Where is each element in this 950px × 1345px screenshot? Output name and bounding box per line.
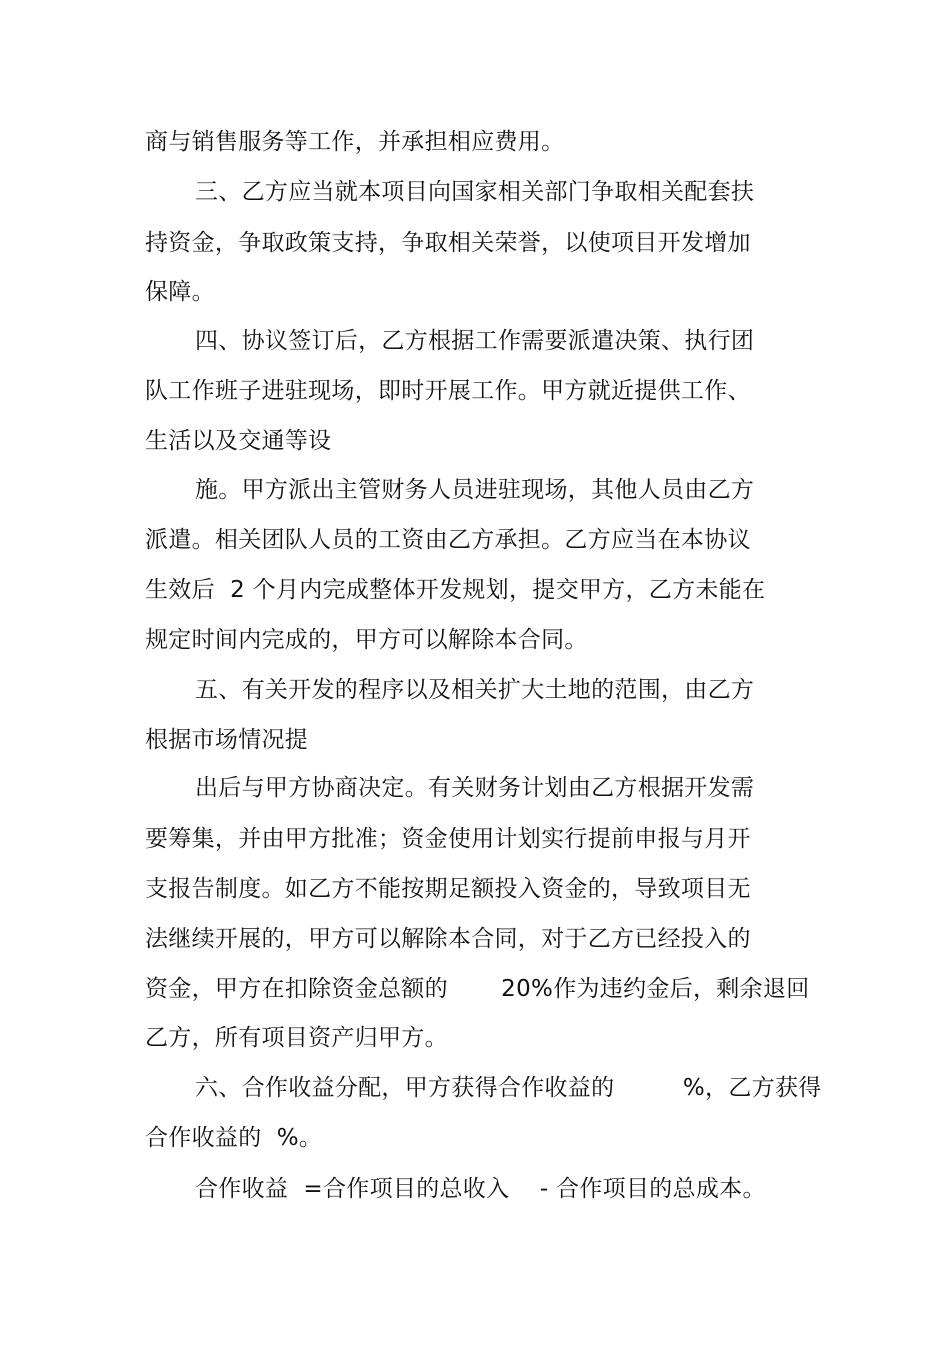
text-line: 出后与甲方协商决定。有关财务计划由乙方根据开发需 bbox=[195, 775, 755, 801]
text-line: 商与销售服务等工作，并承担相应费用。 bbox=[145, 129, 565, 155]
text-line: 合作收益的 %。 bbox=[145, 1125, 323, 1151]
text-line: 四、协议签订后，乙方根据工作需要派遣决策、执行团 bbox=[195, 328, 755, 354]
text-line: 持资金，争取政策支持，争取相关荣誉，以使项目开发增加 bbox=[145, 230, 751, 256]
text-line: 六、合作收益分配，甲方获得合作收益的 %，乙方获得 bbox=[195, 1075, 822, 1101]
text-line: 乙方，所有项目资产归甲方。 bbox=[145, 1025, 448, 1051]
text-line: 施。甲方派出主管财务人员进驻现场，其他人员由乙方 bbox=[195, 477, 755, 503]
text-line: 生活以及交通等设 bbox=[145, 428, 332, 454]
text-line: 根据市场情况提 bbox=[145, 727, 309, 753]
text-line: 要筹集，并由甲方批准；资金使用计划实行提前申报与月开 bbox=[145, 826, 751, 852]
text-line: 队工作班子进驻现场，即时开展工作。甲方就近提供工作、 bbox=[145, 378, 751, 404]
text-line: 支报告制度。如乙方不能按期足额投入资金的，导致项目无 bbox=[145, 876, 751, 902]
text-line: 规定时间内完成的，甲方可以解除本合同。 bbox=[145, 627, 588, 653]
text-line: 派遣。相关团队人员的工资由乙方承担。乙方应当在本协议 bbox=[145, 527, 751, 553]
text-line: 生效后 2 个月内完成整体开发规划，提交甲方，乙方未能在 bbox=[145, 577, 766, 603]
text-line: 合作收益 =合作项目的总收入 - 合作项目的总成本。 bbox=[195, 1176, 766, 1202]
text-line: 保障。 bbox=[145, 279, 215, 305]
text-line: 法继续开展的，甲方可以解除本合同，对于乙方已经投入的 bbox=[145, 926, 751, 952]
text-line: 三、乙方应当就本项目向国家相关部门争取相关配套扶 bbox=[195, 179, 755, 205]
text-line: 五、有关开发的程序以及相关扩大土地的范围，由乙方 bbox=[195, 677, 755, 703]
text-line: 资金，甲方在扣除资金总额的 20%作为违约金后，剩余退回 bbox=[145, 976, 810, 1002]
